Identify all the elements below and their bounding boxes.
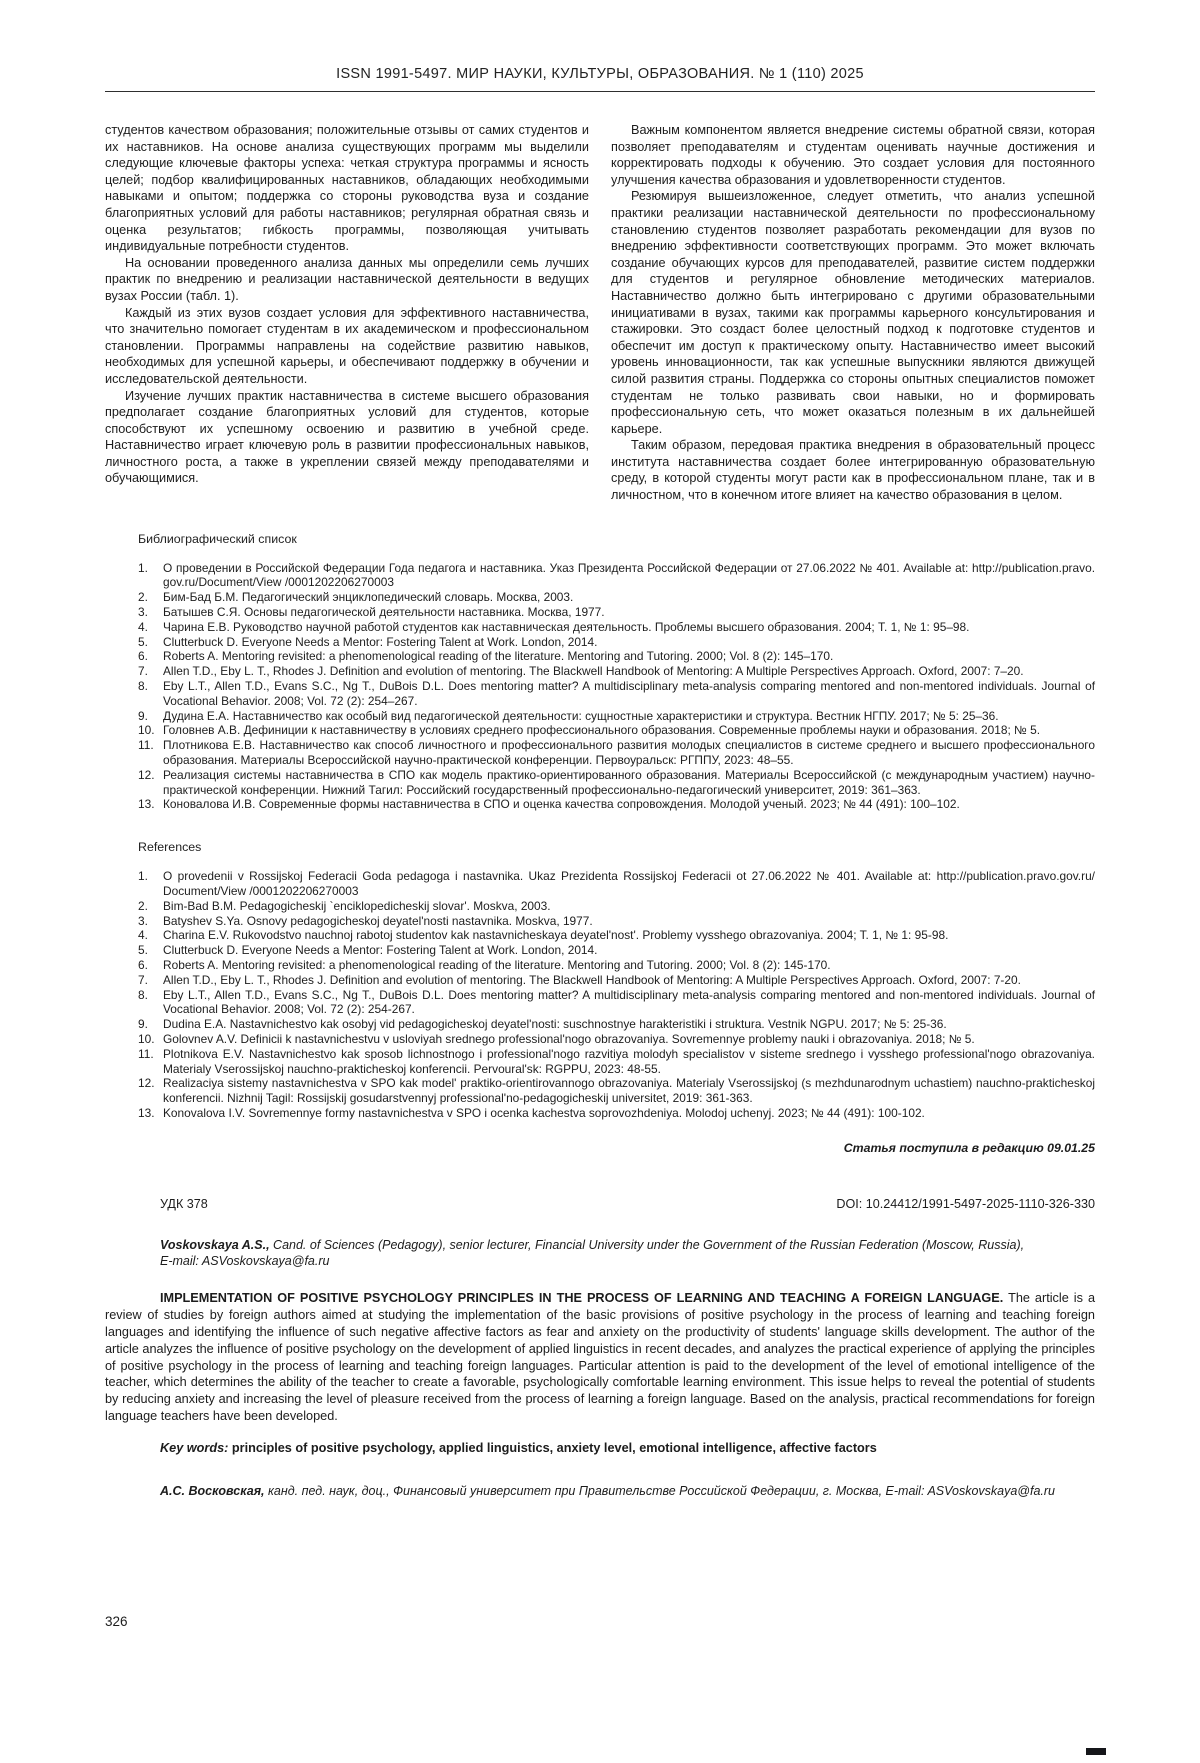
article-right-column	[611, 122, 1095, 504]
reference-item	[138, 738, 1095, 768]
reference-item	[138, 1106, 1095, 1121]
reference-number: 7.	[138, 664, 148, 679]
reference-text: Plotnikova E.V. Nastavnichestvo kak sposob lichnostnogo i professional'nogo razvitiya molodyh specialistov v sisteme srednego i vysshego professional'nogo obrazovaniya. Materialy Vserossijskoj nauchno-prakticheskoj konferencii. Pervoural'sk: RGPPU, 2023: 48-55.	[163, 1046, 1095, 1076]
author-en-affiliation: Cand. of Sciences (Pedagogy), senior lecturer, Financial University under the Government of the Russian Federation (Moscow, Russia),	[269, 1237, 1025, 1252]
body-paragraph: Таким образом, передовая практика внедрения в образовательный процесс института наставничества создает более интегрированную образовательную среду, в которой студенты могут расти как в профессиональном плане, так и в личностном, что в конечном итоге влияет на качество образования в целом.	[611, 438, 1095, 503]
reference-item	[138, 709, 1095, 724]
reference-number: 9.	[138, 708, 148, 723]
reference-number: 1.	[138, 560, 148, 575]
reference-item	[138, 605, 1095, 620]
abstract-text: The article is a review of studies by foreign authors aimed at studying the implementation of the basic provisions of positive psychology in the process of learning and teaching foreign languages and identifying the influence of such negative affective factors as fear and anxiety on the productivity of students' language skills development. The author of the article analyzes the influence of positive psychology on the development of applied linguistics in recent decades, and analyzes the practical experience of applying the principles of positive psychology in the process of learning and teaching foreign languages. Particular attention is paid to the development of the level of emotional intelligence of the teacher, which determines the ability of the teacher to create a favorable, psychologically comfortable learning environment. This issue helps to reveal the potential of students by reducing anxiety and increasing the level of pleasure received from the process of learning a foreign language. Based on the analysis, practical recommendations for foreign language teachers have been developed.	[105, 1290, 1095, 1424]
references-section	[138, 840, 1095, 1121]
reference-number: 7.	[138, 972, 148, 987]
reference-item	[138, 768, 1095, 798]
author-ru-line	[105, 1483, 1095, 1500]
reference-text: Golovnev A.V. Definicii k nastavnichestvu v usloviyah srednego professional'nogo obrazovaniya. Sovremennye problemy nauki i obrazovaniya. 2018; № 5.	[163, 1031, 975, 1046]
reference-text: Коновалова И.В. Современные формы наставничества в СПО и оценка качества сопровождения. Молодой ученый. 2023; № 44 (491): 100–102.	[163, 797, 960, 812]
reference-number: 12.	[138, 767, 155, 782]
bibliography-list	[138, 561, 1095, 813]
body-paragraph: Каждый из этих вузов создает условия для эффективного наставничества, что значительно помогает студентам в их академическом и профессиональном становлении. Программы направлены на содействие развитию навыков, необходимых для успешной карьеры, и обеспечивают поддержку в обучении и исследовательской деятельности.	[105, 305, 589, 386]
reference-text: Дудина Е.А. Наставничество как особый вид педагогической деятельности: сущностные характеристики и структура. Вестник НГПУ. 2017; № 5: 25–36.	[163, 708, 999, 723]
reference-text: Konovalova I.V. Sovremennye formy nastavnichestva v SPO i ocenka kachestva soprovozhdeniya. Molodoj uchenyj. 2023; № 44 (491): 100-102.	[163, 1105, 925, 1120]
reference-text: О проведении в Российской Федерации Года педагога и наставника. Указ Президента Российской Федерации от 27.06.2022 № 401. Available at: http://publication.pravo. gov.ru/Document/View /0001202206270003	[163, 560, 1095, 590]
reference-text: Allen T.D., Eby L. T., Rhodes J. Definition and evolution of mentoring. The Blackwell Handbook of Mentoring: A Multiple Perspectives Approach. Oxford, 2007: 7-20.	[163, 972, 1021, 987]
reference-item	[138, 943, 1095, 958]
article-left-column	[105, 122, 589, 504]
reference-number: 3.	[138, 605, 148, 620]
reference-text: Batyshev S.Ya. Osnovy pedagogicheskoj deyatel'nosti nastavnika. Moskva, 1977.	[163, 913, 593, 928]
keywords-text: principles of positive psychology, applied linguistics, anxiety level, emotional intelligence, affective factors	[228, 1441, 877, 1456]
reference-number: 13.	[138, 1105, 155, 1120]
reference-text: Чарина Е.В. Руководство научной работой студентов как наставническая деятельность. Проблемы высшего образования. 2004; Т. 1, № 1: 95–98.	[163, 619, 970, 634]
reference-number: 13.	[138, 797, 155, 812]
reference-text: Realizaciya sistemy nastavnichestva v SPO kak model' praktiko-orientirovannogo obrazovaniya. Materialy Vserossijskoj (s mezhdunarodnym uchastiem) nauchno-prakticheskoj konferencii. Nizhnij Tagil: Rossijskij gosudarstvennyj professional'no-pedagogicheskij universitet, 2019: 361-363.	[163, 1076, 1095, 1106]
reference-text: Eby L.T., Allen T.D., Evans S.C., Ng T., DuBois D.L. Does mentoring matter? A multidisciplinary meta-analysis comparing mentored and non-mentored individuals. Journal of Vocational Behavior. 2008; Vol. 72 (2): 254-267.	[163, 987, 1095, 1017]
reference-text: Бим-Бад Б.М. Педагогический энциклопедический словарь. Москва, 2003.	[163, 590, 574, 605]
reference-number: 9.	[138, 1017, 148, 1032]
reference-number: 8.	[138, 987, 148, 1002]
reference-text: Charina E.V. Rukovodstvo nauchnoj rabotoj studentov kak nastavnicheskaya deyatel'nost'. Problemy vysshego obrazovaniya. 2004; T. 1, № 1: 95-98.	[163, 928, 949, 943]
body-paragraph: Важным компонентом является внедрение системы обратной связи, которая позволяет преподавателям и студентам оценивать научные достижения и корректировать подходы к обучению. Это создает условия для постоянного улучшения качества образования и удовлетворенности студентов.	[611, 123, 1095, 187]
received-note: Статья поступила в редакцию 09.01.25	[843, 1140, 1095, 1155]
reference-item	[138, 1017, 1095, 1032]
reference-number: 11.	[138, 738, 154, 753]
reference-number: 1.	[138, 869, 148, 884]
udk-label: УДК 378	[160, 1196, 208, 1211]
reference-item	[138, 973, 1095, 988]
article-body	[105, 122, 1095, 504]
reference-number: 5.	[138, 943, 148, 958]
reference-text: Батышев С.Я. Основы педагогической деятельности наставника. Москва, 1977.	[163, 605, 605, 620]
reference-item	[138, 664, 1095, 679]
reference-item	[138, 869, 1095, 899]
reference-text: Allen T.D., Eby L. T., Rhodes J. Definition and evolution of mentoring. The Blackwell Handbook of Mentoring: A Multiple Perspectives Approach. Oxford, 2007: 7–20.	[163, 664, 1024, 679]
reference-item	[138, 620, 1095, 635]
reference-item	[138, 679, 1095, 709]
reference-text: Dudina E.A. Nastavnichestvo kak osobyj vid pedagogicheskoj deyatel'nosti: suschnostnye harakteristiki i struktura. Vestnik NGPU. 2017; № 5: 25-36.	[163, 1017, 947, 1032]
reference-number: 3.	[138, 913, 148, 928]
reference-number: 6.	[138, 649, 148, 664]
reference-number: 10.	[138, 1031, 155, 1046]
reference-text: Bim-Bad B.M. Pedagogicheskij `enciklopedicheskij slovar'. Moskva, 2003.	[163, 898, 551, 913]
reference-number: 11.	[138, 1046, 154, 1061]
body-paragraph: Изучение лучших практик наставничества в системе высшего образования предполагает создание благоприятных условий для студентов, которые способствуют их успешному освоению и развитию в учебной среде. Наставничество играет ключевую роль в развитии профессиональных навыков, личностного роста, а также в укреплении связей между преподавателями и обучающимися.	[105, 388, 589, 486]
reference-item	[138, 928, 1095, 943]
reference-item	[138, 635, 1095, 650]
reference-text: Clutterbuck D. Everyone Needs a Mentor: Fostering Talent at Work. London, 2014.	[163, 634, 598, 649]
page-number: 326	[105, 1614, 128, 1629]
reference-item	[138, 1047, 1095, 1077]
reference-number: 6.	[138, 957, 148, 972]
reference-item	[138, 723, 1095, 738]
reference-item	[138, 649, 1095, 664]
reference-item	[138, 988, 1095, 1018]
reference-number: 10.	[138, 723, 155, 738]
reference-number: 4.	[138, 928, 148, 943]
body-paragraph: Резюмируя вышеизложенное, следует отметить, что анализ успешной практики реализации наставнической деятельности по профессиональному становлению студентов позволяет разработать рекомендации для вузов по внедрению эффективности соответствующих программ. Это может включать создание обучающих курсов для преподавателей, развитие систем поддержки для студентов и регулярное обновление методических материалов. Наставничество должно быть интегрировано с другими образовательными инициативами в вузах, такими как программы карьерного консультирования и стажировки. Это создаст более целостный подход к подготовке студентов и обеспечит им доступ к практическому опыту. Наставничество имеет высокий уровень инновационности, так как успешные выпускники являются движущей силой развития страны. Поддержка со стороны опытных специалистов поможет студентам не только развивать свои навыки, но и формировать профессиональную сеть, что может оказаться полезным в их дальнейшей карьере.	[611, 189, 1095, 436]
reference-text: Roberts A. Mentoring revisited: a phenomenological reading of the literature. Mentoring and Tutoring. 2000; Vol. 8 (2): 145-170.	[163, 957, 831, 972]
reference-item	[138, 1076, 1095, 1106]
body-paragraph: студентов качеством образования; положительные отзывы от самих студентов и их наставников. На основе анализа существующих программ мы выделили следующие ключевые факторы успеха: четкая структура программы и ясность целей; подбор квалифицированных наставников, обладающих необходимыми навыками и опытом; поддержка со стороны руководства вуза и создание благоприятных условий для работы наставников; регулярная обратная связь и оценка результатов; гибкость программы, позволяющая учитывать индивидуальные потребности студентов.	[105, 123, 589, 254]
author-ru-name: А.С. Восковская,	[160, 1484, 265, 1499]
author-en-name: Voskovskaya A.S.,	[160, 1237, 270, 1252]
keywords-label: Key words:	[160, 1441, 229, 1456]
references-list	[138, 869, 1095, 1121]
reference-item	[138, 958, 1095, 973]
reference-text: Головнев А.В. Дефиниции к наставничеству в условиях среднего профессионального образования. Современные проблемы науки и образования. 2018; № 5.	[163, 723, 1041, 738]
journal-header: ISSN 1991-5497. МИР НАУКИ, КУЛЬТУРЫ, ОБРАЗОВАНИЯ. № 1 (110) 2025	[336, 66, 864, 82]
reference-text: Eby L.T., Allen T.D., Evans S.C., Ng T., DuBois D.L. Does mentoring matter? A multidisciplinary meta-analysis comparing mentored and non-mentored individuals. Journal of Vocational Behavior. 2008; Vol. 72 (2): 254–267.	[163, 679, 1095, 708]
article-meta-row	[160, 1197, 1095, 1211]
reference-number: 8.	[138, 679, 148, 694]
reference-item	[138, 561, 1095, 591]
reference-number: 5.	[138, 634, 148, 649]
reference-number: 2.	[138, 590, 148, 605]
bibliography-section	[138, 532, 1095, 813]
references-heading: References	[138, 840, 202, 855]
body-paragraph: На основании проведенного анализа данных мы определили семь лучших практик по внедрению и реализации наставнической деятельности в ведущих вузах России (табл. 1).	[105, 255, 589, 303]
abstract-title: IMPLEMENTATION OF POSITIVE PSYCHOLOGY PRINCIPLES IN THE PROCESS OF LEARNING AND TEACHING A FOREIGN LANGUAGE.	[160, 1290, 1004, 1305]
reference-item	[138, 1032, 1095, 1047]
author-ru-details: канд. пед. наук, доц., Финансовый университет при Правительстве Российской Федерации, г. Москва, E-mail: ASVoskovskaya@fa.ru	[264, 1484, 1055, 1499]
keywords-line	[105, 1440, 1095, 1457]
author-en-email: E-mail: ASVoskovskaya@fa.ru	[160, 1254, 330, 1269]
reference-text: Плотникова Е.В. Наставничество как способ личностного и профессионального развития молодых специалистов в системе среднего и высшего профессионального образования. Материалы Всероссийской научно-практической конференции. Первоуральск: РГППУ, 2023: 48–55.	[163, 738, 1095, 768]
scan-edge-artifact	[1086, 1748, 1106, 1755]
reference-text: Clutterbuck D. Everyone Needs a Mentor: Fostering Talent at Work. London, 2014.	[163, 943, 598, 958]
author-en-line	[160, 1237, 1095, 1254]
reference-text: O provedenii v Rossijskoj Federacii Goda pedagoga i nastavnika. Ukaz Prezidenta Rossijskoj Federacii ot 27.06.2022 № 401. Available at: http://publication.pravo.gov.ru/ Document/View /0001202206270003	[163, 869, 1095, 898]
author-en-block	[160, 1237, 1095, 1270]
reference-item	[138, 899, 1095, 914]
reference-text: Реализация системы наставничества в СПО как модель практико-ориентированного образования. Материалы Всероссийской (с международным участием) научно-практической конференции. Нижний Тагил: Российский государственный профессионально-педагогический университет, 2019: 361–363.	[163, 767, 1095, 797]
doi-label: DOI: 10.24412/1991-5497-2025-1110-326-330	[836, 1196, 1095, 1211]
bibliography-heading: Библиографический список	[138, 531, 297, 546]
header-divider	[105, 91, 1095, 92]
reference-item	[138, 914, 1095, 929]
reference-text: Roberts A. Mentoring revisited: a phenomenological reading of the literature. Mentoring and Tutoring. 2000; Vol. 8 (2): 145–170.	[163, 649, 834, 664]
reference-number: 2.	[138, 898, 148, 913]
reference-item	[138, 590, 1095, 605]
abstract-paragraph	[105, 1290, 1095, 1425]
reference-number: 4.	[138, 619, 148, 634]
reference-number: 12.	[138, 1076, 155, 1091]
reference-item	[138, 797, 1095, 812]
